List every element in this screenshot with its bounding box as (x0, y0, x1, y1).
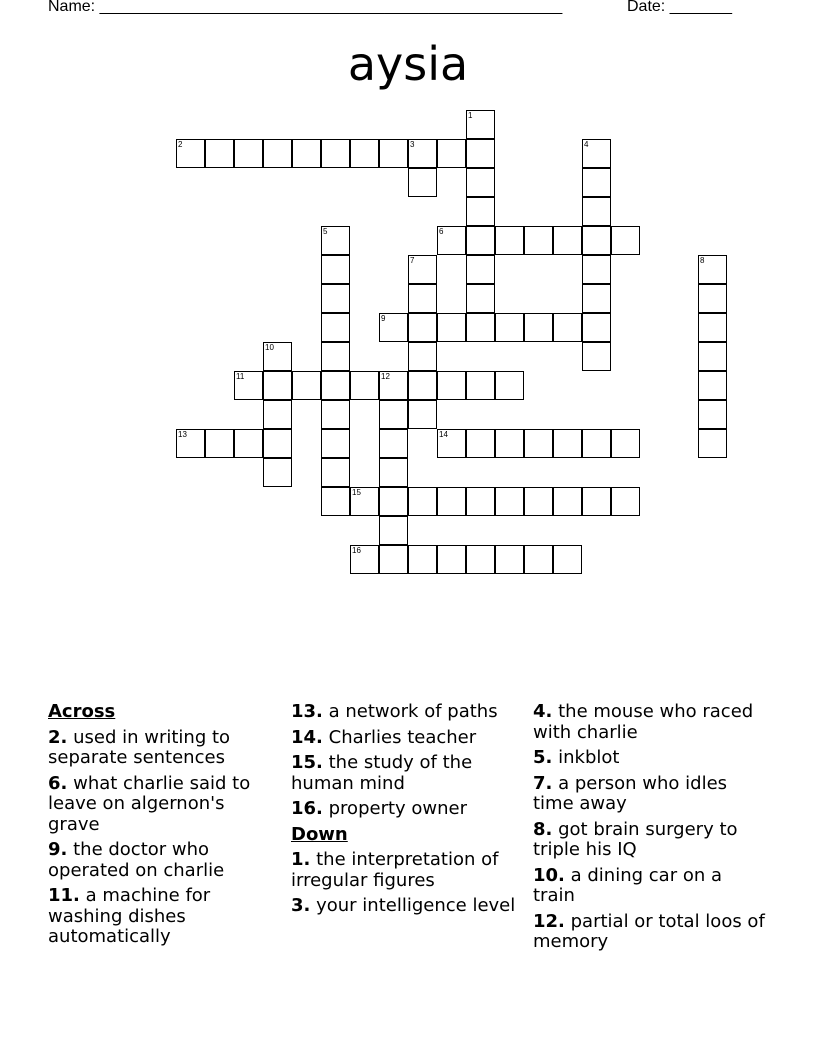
grid-cell[interactable] (524, 226, 553, 255)
clue-column-3 (533, 702, 765, 958)
grid-cell[interactable] (611, 226, 640, 255)
grid-cell[interactable] (466, 110, 495, 139)
grid-cell[interactable] (495, 487, 524, 516)
grid-cell[interactable] (582, 487, 611, 516)
clue-number: 3. (291, 895, 311, 916)
clue-down-1[interactable] (291, 850, 523, 891)
clue-number: 9. (48, 839, 68, 860)
date-field-label: Date: _______ (627, 0, 732, 15)
cell-number: 4 (584, 140, 589, 149)
grid-cell[interactable] (263, 429, 292, 458)
grid-cell[interactable] (437, 487, 466, 516)
clue-number: 8. (533, 818, 553, 840)
grid-cell[interactable] (495, 313, 524, 342)
across-heading: Across (48, 701, 116, 722)
grid-cell[interactable] (466, 545, 495, 574)
clue-number: 10. (533, 864, 565, 886)
clue-down-12[interactable] (533, 912, 765, 953)
grid-cell[interactable] (553, 313, 582, 342)
grid-cell[interactable] (205, 429, 234, 458)
grid-cell[interactable] (495, 226, 524, 255)
grid-cell[interactable] (408, 284, 437, 313)
grid-cell[interactable] (408, 255, 437, 284)
grid-cell[interactable] (321, 371, 350, 400)
grid-cell[interactable] (698, 284, 727, 313)
clue-text: inkblot (558, 747, 620, 768)
clue-across-9[interactable] (48, 840, 280, 881)
clue-number: 14. (291, 726, 323, 748)
clue-text: a network of paths (328, 701, 498, 722)
clue-text: used in writing to separate sentences (48, 726, 231, 768)
clue-text: a machine for washing dishes automatically (48, 885, 211, 947)
clue-number: 15. (291, 752, 323, 773)
grid-cell[interactable] (698, 313, 727, 342)
grid-cell[interactable] (524, 429, 553, 458)
clue-column-2 (291, 702, 523, 922)
grid-cell[interactable] (582, 342, 611, 371)
cell-number: 14 (439, 430, 448, 439)
grid-cell[interactable] (553, 226, 582, 255)
grid-cell[interactable] (321, 255, 350, 284)
puzzle-title: aysia (347, 37, 469, 91)
grid-cell[interactable] (698, 255, 727, 284)
grid-cell[interactable] (466, 139, 495, 168)
grid-cell[interactable] (379, 429, 408, 458)
grid-cell[interactable] (408, 168, 437, 197)
clue-across-2[interactable] (48, 728, 280, 769)
clue-text: the mouse who raced with charlie (533, 701, 754, 743)
clue-text: the interpretation of irregular figures (291, 849, 499, 891)
clue-number: 16. (291, 798, 323, 819)
grid-cell[interactable] (466, 197, 495, 226)
cell-number: 5 (323, 227, 328, 236)
grid-cell[interactable] (234, 139, 263, 168)
clue-down-8[interactable] (533, 820, 765, 861)
cell-number: 1 (468, 111, 473, 120)
grid-cell[interactable] (408, 487, 437, 516)
grid-cell[interactable] (234, 371, 263, 400)
clue-across-14[interactable] (291, 728, 523, 749)
grid-cell[interactable] (408, 400, 437, 429)
grid-cell[interactable] (698, 400, 727, 429)
grid-cell[interactable] (321, 284, 350, 313)
grid-cell[interactable] (437, 313, 466, 342)
clue-down-3[interactable] (291, 896, 523, 917)
clue-number: 6. (48, 772, 68, 794)
grid-cell[interactable] (350, 139, 379, 168)
cell-number: 6 (439, 227, 444, 236)
grid-cell[interactable] (495, 545, 524, 574)
grid-cell[interactable] (466, 429, 495, 458)
grid-cell[interactable] (437, 226, 466, 255)
clue-down-7[interactable] (533, 774, 765, 815)
grid-cell[interactable] (379, 371, 408, 400)
grid-cell[interactable] (524, 487, 553, 516)
clue-text: a person who idles time away (533, 772, 728, 814)
grid-cell[interactable] (582, 168, 611, 197)
grid-cell[interactable] (553, 545, 582, 574)
grid-cell[interactable] (495, 429, 524, 458)
clue-number: 7. (533, 772, 553, 794)
grid-cell[interactable] (582, 255, 611, 284)
clue-number: 1. (291, 849, 311, 870)
grid-cell[interactable] (321, 226, 350, 255)
cell-number: 11 (236, 372, 245, 381)
grid-cell[interactable] (176, 429, 205, 458)
clue-across-13[interactable] (291, 702, 523, 723)
clue-number: 11. (48, 885, 80, 906)
grid-cell[interactable] (582, 313, 611, 342)
grid-cell[interactable] (437, 371, 466, 400)
clue-number: 12. (533, 910, 565, 932)
grid-cell[interactable] (379, 458, 408, 487)
clue-down-10[interactable] (533, 866, 765, 907)
grid-cell[interactable] (379, 516, 408, 545)
clue-column-1 (48, 702, 280, 953)
grid-cell[interactable] (437, 545, 466, 574)
grid-cell[interactable] (495, 371, 524, 400)
grid-cell[interactable] (263, 371, 292, 400)
grid-cell[interactable] (321, 400, 350, 429)
down-heading: Down (291, 823, 348, 845)
clue-number: 2. (48, 726, 68, 748)
grid-cell[interactable] (582, 139, 611, 168)
clue-number: 13. (291, 701, 323, 722)
grid-cell[interactable] (350, 545, 379, 574)
grid-cell[interactable] (263, 342, 292, 371)
cell-number: 12 (381, 372, 390, 381)
clue-text: what charlie said to leave on algernon's grave (48, 772, 251, 835)
grid-cell[interactable] (437, 139, 466, 168)
grid-cell[interactable] (466, 168, 495, 197)
cell-number: 2 (178, 140, 183, 149)
grid-cell[interactable] (321, 458, 350, 487)
cell-number: 3 (410, 140, 415, 149)
cell-number: 16 (352, 546, 361, 555)
cell-number: 8 (700, 256, 705, 265)
clue-text: property owner (328, 798, 468, 819)
grid-cell[interactable] (350, 487, 379, 516)
cell-number: 15 (352, 488, 361, 497)
grid-cell[interactable] (205, 139, 234, 168)
grid-cell[interactable] (466, 313, 495, 342)
grid-cell[interactable] (698, 371, 727, 400)
grid-cell[interactable] (698, 429, 727, 458)
grid-cell[interactable] (582, 226, 611, 255)
clue-text: the doctor who operated on charlie (48, 839, 225, 881)
clue-text: your intelligence level (316, 895, 516, 916)
grid-cell[interactable] (379, 545, 408, 574)
clue-text: got brain surgery to triple his IQ (533, 818, 738, 860)
grid-cell[interactable] (524, 313, 553, 342)
grid-cell[interactable] (350, 371, 379, 400)
grid-cell[interactable] (408, 139, 437, 168)
grid-cell[interactable] (321, 342, 350, 371)
grid-cell[interactable] (466, 371, 495, 400)
grid-cell[interactable] (582, 429, 611, 458)
cell-number: 7 (410, 256, 415, 265)
grid-cell[interactable] (379, 139, 408, 168)
grid-cell[interactable] (292, 139, 321, 168)
grid-cell[interactable] (263, 400, 292, 429)
grid-cell[interactable] (582, 284, 611, 313)
clue-down-5[interactable] (533, 748, 765, 769)
grid-cell[interactable] (292, 371, 321, 400)
name-field-label: Name: ____________________________________________________ (48, 0, 563, 15)
grid-cell[interactable] (611, 429, 640, 458)
grid-cell[interactable] (321, 313, 350, 342)
grid-cell[interactable] (263, 458, 292, 487)
grid-cell[interactable] (553, 429, 582, 458)
clue-across-6[interactable] (48, 774, 280, 836)
clue-across-16[interactable] (291, 799, 523, 820)
clue-across-15[interactable] (291, 753, 523, 794)
grid-cell[interactable] (234, 429, 263, 458)
grid-cell[interactable] (408, 313, 437, 342)
grid-cell[interactable] (466, 284, 495, 313)
cell-number: 10 (265, 343, 274, 352)
grid-cell[interactable] (321, 429, 350, 458)
grid-cell[interactable] (466, 255, 495, 284)
clue-text: the study of the human mind (291, 752, 473, 794)
grid-cell[interactable] (263, 139, 292, 168)
cell-number: 13 (178, 430, 187, 439)
grid-cell[interactable] (408, 342, 437, 371)
grid-cell[interactable] (466, 226, 495, 255)
grid-cell[interactable] (698, 342, 727, 371)
grid-cell[interactable] (611, 487, 640, 516)
clue-across-11[interactable] (48, 886, 280, 948)
grid-cell[interactable] (582, 197, 611, 226)
grid-cell[interactable] (408, 545, 437, 574)
cell-number: 9 (381, 314, 386, 323)
grid-cell[interactable] (379, 313, 408, 342)
grid-cell[interactable] (176, 139, 205, 168)
grid-cell[interactable] (524, 545, 553, 574)
clue-text: Charlies teacher (328, 726, 477, 748)
grid-cell[interactable] (437, 429, 466, 458)
clue-text: partial or total loos of memory (533, 910, 765, 952)
grid-cell[interactable] (408, 371, 437, 400)
clue-number: 4. (533, 701, 553, 722)
grid-cell[interactable] (379, 487, 408, 516)
grid-cell[interactable] (466, 487, 495, 516)
grid-cell[interactable] (321, 139, 350, 168)
grid-cell[interactable] (321, 487, 350, 516)
clue-number: 5. (533, 747, 553, 768)
grid-cell[interactable] (553, 487, 582, 516)
grid-cell[interactable] (379, 400, 408, 429)
clue-down-4[interactable] (533, 702, 765, 743)
clue-text: a dining car on a train (533, 864, 722, 906)
